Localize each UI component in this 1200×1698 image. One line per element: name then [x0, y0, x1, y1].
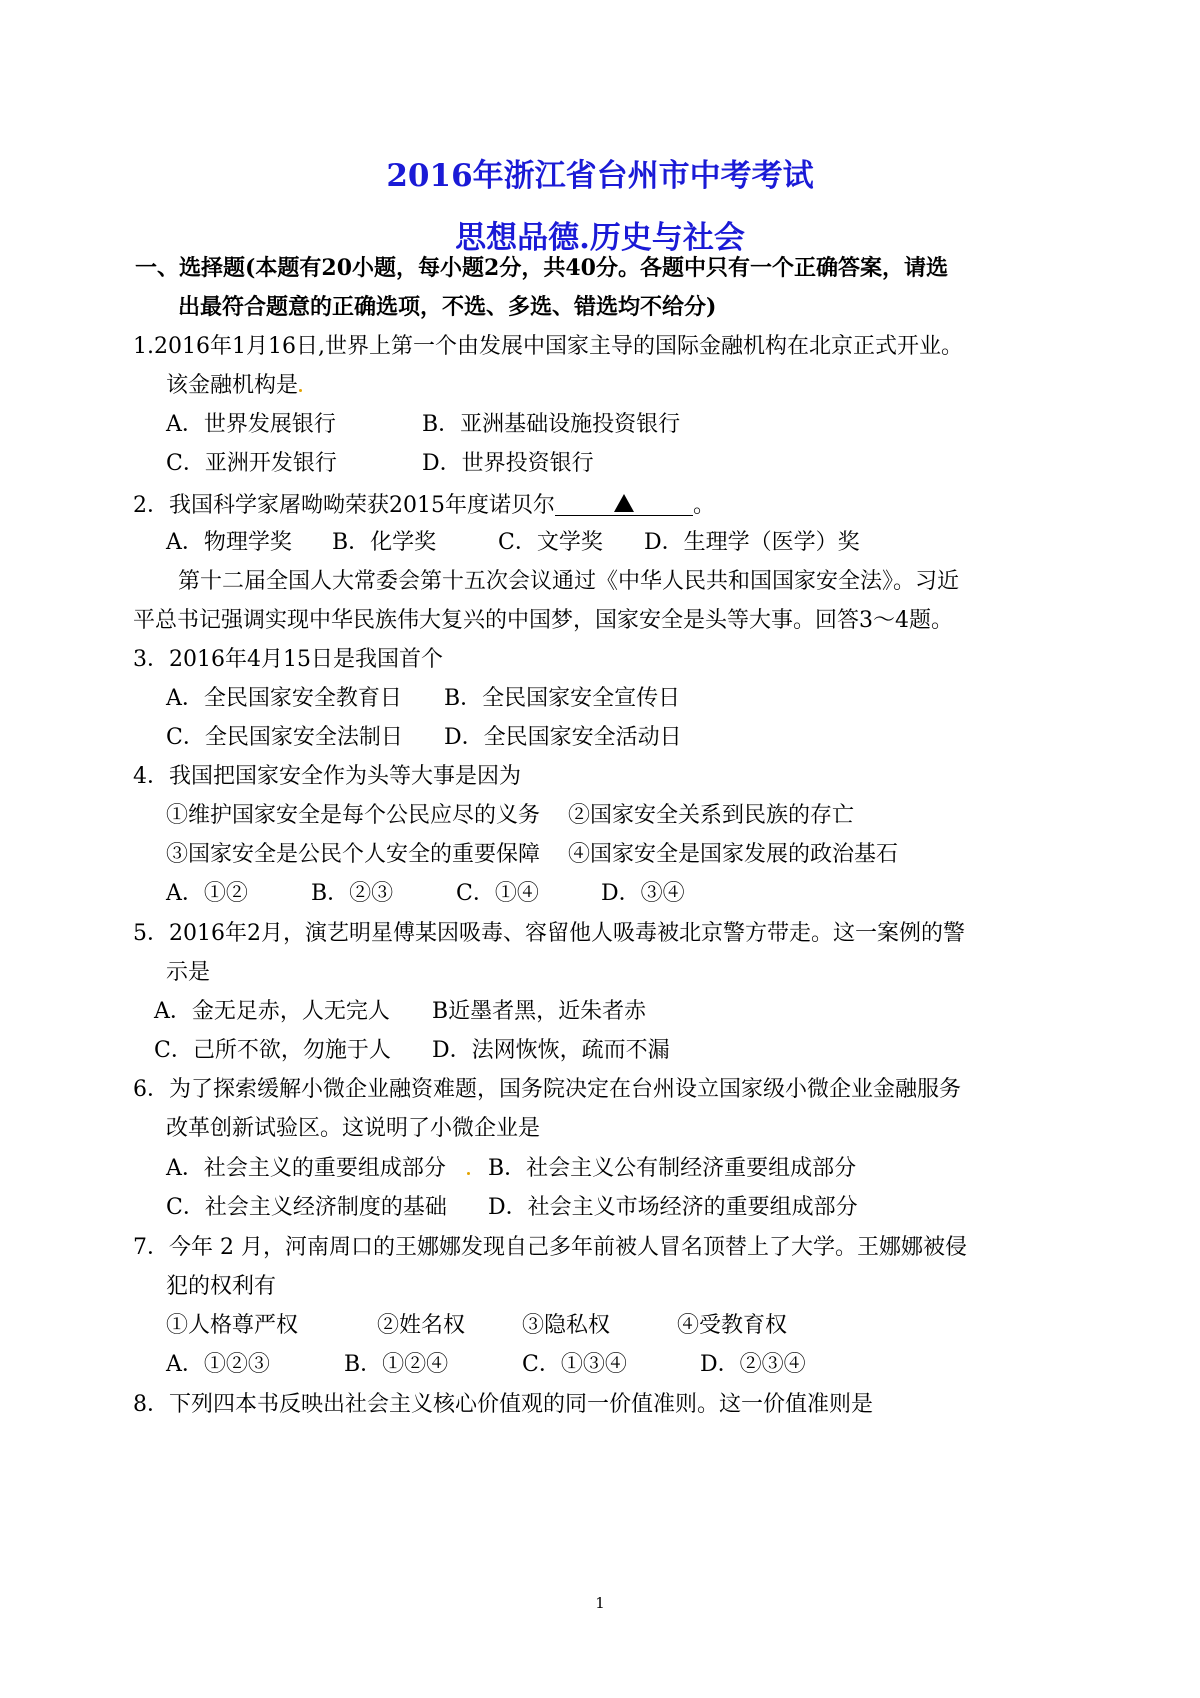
question-1-options-row1 [166, 410, 680, 440]
question-4-statements-row1 [166, 801, 854, 831]
exam-subtitle: 思想品德.历史与社会 [455, 220, 745, 256]
question-3-option-c[interactable]: C．全民国家安全法制日 [166, 725, 403, 750]
question-5-option-d[interactable]: D．法网恢恢，疏而不漏 [432, 1038, 670, 1063]
answer-blank[interactable] [555, 489, 693, 516]
question-6-option-c[interactable]: C．社会主义经济制度的基础 [166, 1195, 447, 1220]
question-6-option-a[interactable]: A．社会主义的重要组成部分 [166, 1156, 446, 1181]
decorative-dot [467, 1172, 470, 1175]
question-5-option-b[interactable]: B近墨者黑，近朱者赤 [432, 999, 647, 1024]
question-6-options-row1 [166, 1154, 856, 1184]
exam-title: 2016年浙江省台州市中考考试 [386, 158, 814, 194]
question-2-option-c[interactable]: C．文学奖 [498, 530, 603, 555]
question-8-stem: 8．下列四本书反映出社会主义核心价值观的同一价值准则。这一价值准则是 [133, 1392, 873, 1417]
question-6-options-row2 [166, 1193, 858, 1223]
question-2-option-a[interactable]: A．物理学奖 [166, 530, 292, 555]
question-7-options [166, 1350, 806, 1380]
question-5-stem-line2: 示是 [166, 960, 211, 985]
question-4-option-c[interactable]: C．①④ [456, 881, 539, 906]
question-1-stem-line2 [166, 371, 302, 401]
question-3-stem: 3．2016年4月15日是我国首个 [133, 647, 443, 672]
question-7-option-b[interactable]: B．①②④ [344, 1352, 449, 1377]
question-7-stem-line2: 犯的权利有 [166, 1274, 277, 1299]
section-heading-line1: 一、选择题(本题有20小题，每小题2分，共40分。各题中只有一个正确答案，请选 [135, 255, 948, 281]
question-7-option-c[interactable]: C．①③④ [522, 1352, 627, 1377]
question-7-statement-1: ①人格尊严权 [166, 1313, 299, 1338]
question-3-options-row1 [166, 684, 680, 714]
question-5-option-c[interactable]: C．己所不欲，勿施于人 [154, 1038, 391, 1063]
question-4-statement-3: ③国家安全是公民个人安全的重要保障 [166, 842, 541, 867]
question-4-option-b[interactable]: B．②③ [311, 881, 394, 906]
question-7-stem-line1: 7．今年 2 月，河南周口的王娜娜发现自己多年前被人冒名顶替上了大学。王娜娜被侵 [133, 1235, 967, 1260]
question-5-options-row2 [154, 1036, 670, 1066]
decorative-dot [299, 389, 302, 392]
question-2-option-b[interactable]: B．化学奖 [332, 530, 437, 555]
question-1-stem-text: 该金融机构是 [166, 373, 299, 398]
question-7-statement-4: ④受教育权 [677, 1313, 788, 1338]
question-4-statement-1: ①维护国家安全是每个公民应尽的义务 [166, 803, 541, 828]
question-5-stem-line1: 5．2016年2月，演艺明星傅某因吸毒、容留他人吸毒被北京警方带走。这一案例的警 [133, 921, 965, 946]
page-number: 1 [595, 1594, 605, 1612]
question-2-option-d[interactable]: D．生理学（医学）奖 [644, 530, 860, 555]
question-7-option-d[interactable]: D．②③④ [700, 1352, 806, 1377]
question-3-options-row2 [166, 723, 682, 753]
question-3-option-d[interactable]: D．全民国家安全活动日 [444, 725, 682, 750]
question-4-statement-4: ④国家安全是国家发展的政治基石 [568, 842, 899, 867]
question-1-option-d[interactable]: D．世界投资银行 [422, 451, 594, 476]
question-6-stem-line1: 6．为了探索缓解小微企业融资难题，国务院决定在台州设立国家级小微企业金融服务 [133, 1077, 961, 1102]
question-4-option-a[interactable]: A．①② [166, 881, 248, 906]
question-5-option-a[interactable]: A．金无足赤，人无完人 [154, 999, 390, 1024]
question-7-statement-2: ②姓名权 [377, 1313, 466, 1338]
question-4-stem: 4．我国把国家安全作为头等大事是因为 [133, 764, 521, 789]
triangle-icon [614, 494, 634, 512]
question-6-option-b[interactable]: B．社会主义公有制经济重要组成部分 [488, 1156, 857, 1181]
question-4-options [166, 879, 685, 909]
passage-line1: 第十二届全国人大常委会第十五次会议通过《中华人民共和国国家安全法》。习近 [178, 569, 960, 594]
passage-line2: 平总书记强调实现中华民族伟大复兴的中国梦，国家安全是头等大事。回答3～4题。 [133, 608, 953, 633]
question-2-stem-end: 。 [693, 493, 716, 518]
question-1-option-c[interactable]: C．亚洲开发银行 [166, 451, 337, 476]
question-1-option-b[interactable]: B．亚洲基础设施投资银行 [422, 412, 681, 437]
question-6-stem-line2: 改革创新试验区。这说明了小微企业是 [166, 1116, 541, 1141]
question-1-option-a[interactable]: A．世界发展银行 [166, 412, 336, 437]
question-4-statements-row2 [166, 840, 898, 870]
question-2-options [166, 528, 860, 558]
question-7-statements [166, 1311, 787, 1341]
question-7-option-a[interactable]: A．①②③ [166, 1352, 270, 1377]
question-2-stem [133, 489, 715, 521]
question-3-option-b[interactable]: B．全民国家安全宣传日 [444, 686, 681, 711]
question-1-stem-line1: 1.2016年1月16日,世界上第一个由发展中国家主导的国际金融机构在北京正式开业。 [133, 334, 963, 359]
question-4-statement-2: ②国家安全关系到民族的存亡 [568, 803, 855, 828]
question-5-options-row1 [154, 997, 646, 1027]
question-1-options-row2 [166, 449, 594, 479]
question-6-option-d[interactable]: D．社会主义市场经济的重要组成部分 [488, 1195, 858, 1220]
question-4-option-d[interactable]: D．③④ [601, 881, 685, 906]
question-2-stem-text: 2．我国科学家屠呦呦荣获2015年度诺贝尔 [133, 493, 555, 518]
question-3-option-a[interactable]: A．全民国家安全教育日 [166, 686, 402, 711]
question-7-statement-3: ③隐私权 [522, 1313, 611, 1338]
section-heading-line2: 出最符合题意的正确选项，不选、多选、错选均不给分) [178, 294, 717, 320]
